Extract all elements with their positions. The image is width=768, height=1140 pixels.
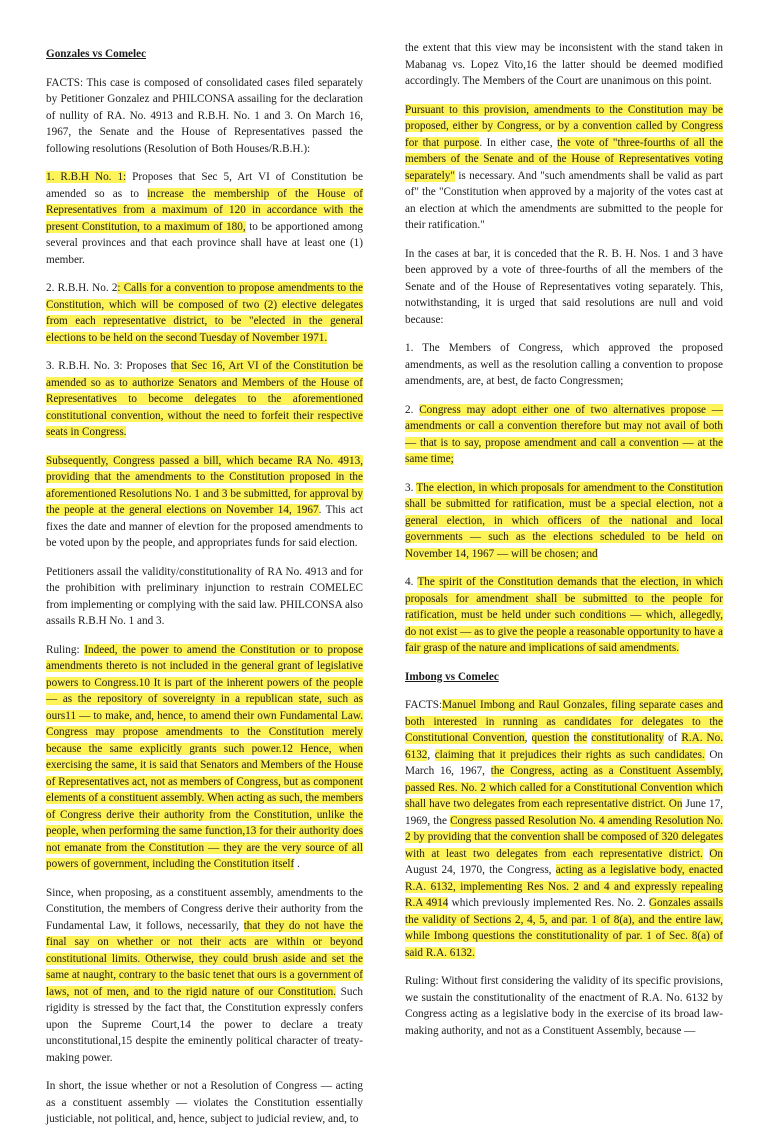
highlight: claiming that it prejudices their rights as such candidates.: [434, 748, 705, 761]
since-paragraph: [46, 885, 363, 1067]
highlight: On: [709, 847, 723, 860]
highlight: The election, in which proposals for amendment to the Constitution shall be submitted for ratification, must be a special election, not a general election, in which officers of the national and local governments — such as the elections scheduled to be held on November 14, 1967 — will be chosen; and: [405, 481, 723, 560]
highlight: 1. R.B.H No. 1:: [46, 171, 127, 183]
text-run: Proposes that Sec 5, Art VI of Constitution be amended so as to: [46, 171, 363, 200]
petitioners-paragraph: [46, 564, 363, 630]
highlight: question: [531, 732, 570, 744]
highlight: Congress passed Resolution No. 4 amending Resolution No. 2 by providing that the convention shall be composed of 320 delegates with at least two delegates from each representative district.: [405, 814, 723, 860]
highlight: Pursuant to this provision, amendments to the Constitution may be proposed, either by Congress, or by a convention called by Congress for that purpose: [405, 103, 723, 149]
text-run: In short, the issue whether or not a Resolution of Congress — acting as a constituent assembly — violates the Constitution essentially justiciable, not political, and, hence, subject to judicial review, and, to: [46, 1080, 363, 1125]
highlight: increase the membership of the House of Representatives from a maximum of 120 in accordance with the present Constitution, to a maximum of 180,: [46, 187, 363, 233]
text-run: ,: [427, 748, 435, 761]
highlight: Congress may adopt either one of two alternatives propose — amendments or call a convention therefore but may not avail of both — that is to say, propose amendment and call a convention — at the same time;: [405, 403, 723, 465]
text-run: In the cases at bar, it is conceded that the R. B. H. Nos. 1 and 3 have been approved by a vote of three-fourths of all the members of the Senate and of the House of Representatives voting separately. This, notwithstanding, it is urged that said resolutions are null and void because:: [405, 247, 723, 326]
text-run: . In either case,: [479, 136, 558, 149]
objection-item-3: [405, 480, 723, 563]
text-run: . This act fixes the date and manner of elevtion for the proposed amendments to be voted upon by the people, and appropriates funds for said election.: [46, 504, 363, 549]
rbh3-paragraph: [46, 358, 363, 441]
text-run: 4.: [405, 576, 418, 588]
left-column: [46, 40, 363, 1140]
text-run: Ruling:: [46, 643, 85, 656]
highlight: the: [573, 732, 588, 744]
text-run: Such rigidity is stressed by the fact that, the Constitution expressly confers upon the Supreme Court,14 the power to declare a treaty unconstitutional,15 despite the eminently political character of treaty-making power.: [46, 985, 363, 1064]
text-run: .: [294, 858, 300, 870]
rbh2-paragraph: [46, 280, 363, 346]
subsequently-paragraph: [46, 453, 363, 552]
text-run: of: [663, 732, 682, 744]
text-run: Ruling: Without first considering the validity of its specific provisions, we sustain the constitutionality of the enactment of R.A. No. 6132 by Congress acting as a legislative body in the exercise of its broad law-making authority, and not as a Constituent Assembly, because —: [405, 975, 723, 1037]
text-run: which previously implemented Res. No. 2.: [448, 897, 649, 909]
imbong-facts-paragraph: [405, 697, 723, 961]
pursuant-paragraph: [405, 102, 723, 234]
right-column: [405, 40, 723, 1051]
highlight: acting as a legislative body, enacted R.A. 6132, implementing Res Nos. 2 and 4 and expressly repealing R.A 4914: [405, 864, 723, 909]
highlight: constitutionality: [591, 732, 664, 744]
highlight: Manuel Imbong and Raul Gonzales, filing separate cases and both interested in running as candidates for delegates to the Constitutional Convention: [405, 699, 723, 744]
ruling-paragraph: [46, 642, 363, 873]
text-run: to be apportioned among several provinces and that each province shall have at least one (1) member.: [46, 220, 363, 266]
highlight: R.A. No. 6132: [405, 732, 724, 761]
imbong-ruling-paragraph: [405, 973, 723, 1039]
text-run: 2.: [405, 403, 420, 416]
text-run: Since, when proposing, as a constituent assembly, amendments to the Constitution, the members of Congress derive their authority from the Fundamental Law, it follows, necessarily,: [46, 886, 363, 932]
cases-paragraph: [405, 246, 723, 329]
highlight: : Calls for a convention to propose amendments to the Constitution, which will be composed of two (2) elective delegates from each representative district, to be "elected in the general elections to be held on the second Tuesday of November 1971.: [46, 282, 363, 344]
highlight: the vote of "three-fourths of all the members of the Senate and of the House of Representatives voting separately": [405, 136, 723, 182]
highlight: that they do not have the final say on whether or not their acts are within or beyond constitutional limits. Otherwise, they could brush aside and set the same at naught, contrary to the basic tenet that ours is a government of laws, not of men, and to the rigid nature of our Constitution.: [46, 919, 363, 998]
text-run: ,: [524, 732, 532, 744]
highlight: The spirit of the Constitution demands that the election, in which proposals for amendment shall be submitted to the people for ratification, must be held under such conditions — which, allegedly, do not exist — as to give the people a reasonable opportunity to have a fair grasp of the nature and implications of said amendments.: [405, 576, 723, 654]
facts-paragraph: [46, 75, 363, 158]
in-short-paragraph: [46, 1078, 363, 1128]
rbh1-paragraph: [46, 169, 363, 268]
objection-item-2: [405, 402, 723, 468]
text-run: August 24, 1970, the Congress,: [405, 864, 556, 876]
text-run: FACTS: This case is composed of consolidated cases filed separately by Petitioner Gonzalez and PHILCONSA assailing for the declaration of nullity of RA. No. 4913 and R.B.H. No. 1 and 3. On March 16, 1967, the Senate and the House of Representatives passed the following resolutions (Resolution of Both Houses/R.B.H.):: [46, 76, 363, 155]
highlight: the Congress, acting as a Constituent Assembly, passed Res. No. 2 which called for a Constitutional Convention which shall have two delegates from each representative district. On: [405, 765, 723, 810]
text-run: 2. R.B.H. No. 2: [46, 282, 118, 294]
text-run: 3. R.B.H. No. 3: Proposes: [46, 360, 171, 372]
objection-item-1: [405, 340, 723, 390]
highlight: Subsequently, Congress passed a bill, which became RA No. 4913, providing that the amendments to the Constitution proposed in the aforementioned Resolutions No. 1 and 3 be submitted, for approval by the people at the general elections on November 14, 1967: [46, 454, 363, 516]
text-run: 3.: [405, 481, 417, 494]
case-heading-imbong: Imbong vs Comelec: [405, 670, 499, 683]
text-run: is necessary. And "such amendments shall be valid as part of" the "Constitution when approved by a majority of the votes cast at an election at which the amendments are submitted to the people for their ratification.": [405, 169, 723, 231]
text-run: Petitioners assail the validity/constitutionality of RA No. 4913 and for the prohibition with preliminary injunction to restrain COMELEC from implementing or complying with the said law. PHILCONSA also assails R.B.H No. 1 and 3.: [46, 565, 363, 627]
highlight: that Sec 16, Art VI of the Constitution be amended so as to authorize Senators and Members of the House of Representatives to become delegates to the aforementioned constitutional convention, without the need to forfeit their respective seats in Congress.: [46, 360, 364, 438]
text-run: June 17, 1969, the: [405, 798, 723, 827]
continuation-paragraph: [405, 40, 723, 90]
text-run: the extent that this view may be inconsistent with the stand taken in Mabanag vs. Lopez Vito,16 the latter should be deemed modified accordingly. The Members of the Court are unanimous on this point.: [405, 42, 723, 87]
case-heading-gonzales: Gonzales vs Comelec: [46, 48, 147, 60]
highlight: Indeed, the power to amend the Constitution or to propose amendments thereto is not included in the general grant of legislative powers to Congress.10 It is part of the inherent powers of the people — as the repository of sovereignty in a republican state, such as ours11 — to make, and, hence, to amend their own Fundamental Law. Congress may propose amendments to the Constitution merely because the same explicitly grants such power.12 Hence, when exercising the same, it is said that Senators and Members of the House of Representatives act, not as members of Congress, but as component elements of a constituent assembly. When acting as such, the members of Congress derive their authority from the Constitution, unlike the people, when performing the same function,13 for their authority does not emanate from the Constitution — they are the very source of all powers of government, including the Constitution itself: [46, 643, 363, 870]
text-run: [569, 732, 573, 744]
highlight: Gonzales assails the validity of Sections 2, 4, 5, and par. 1 of 8(a), and the entire law, while Imbong questions the constitutionality of par. 1 of Sec. 8(a) of said R.A. 6132.: [405, 897, 723, 959]
text-run: FACTS:: [405, 699, 443, 711]
objection-item-4: [405, 574, 723, 657]
text-run: 1. The Members of Congress, which approved the proposed amendments, as well as the resolution calling a convention to propose amendments, are, at best, de facto Congressmen;: [405, 342, 723, 387]
text-run: On March 16, 1967,: [405, 748, 724, 777]
